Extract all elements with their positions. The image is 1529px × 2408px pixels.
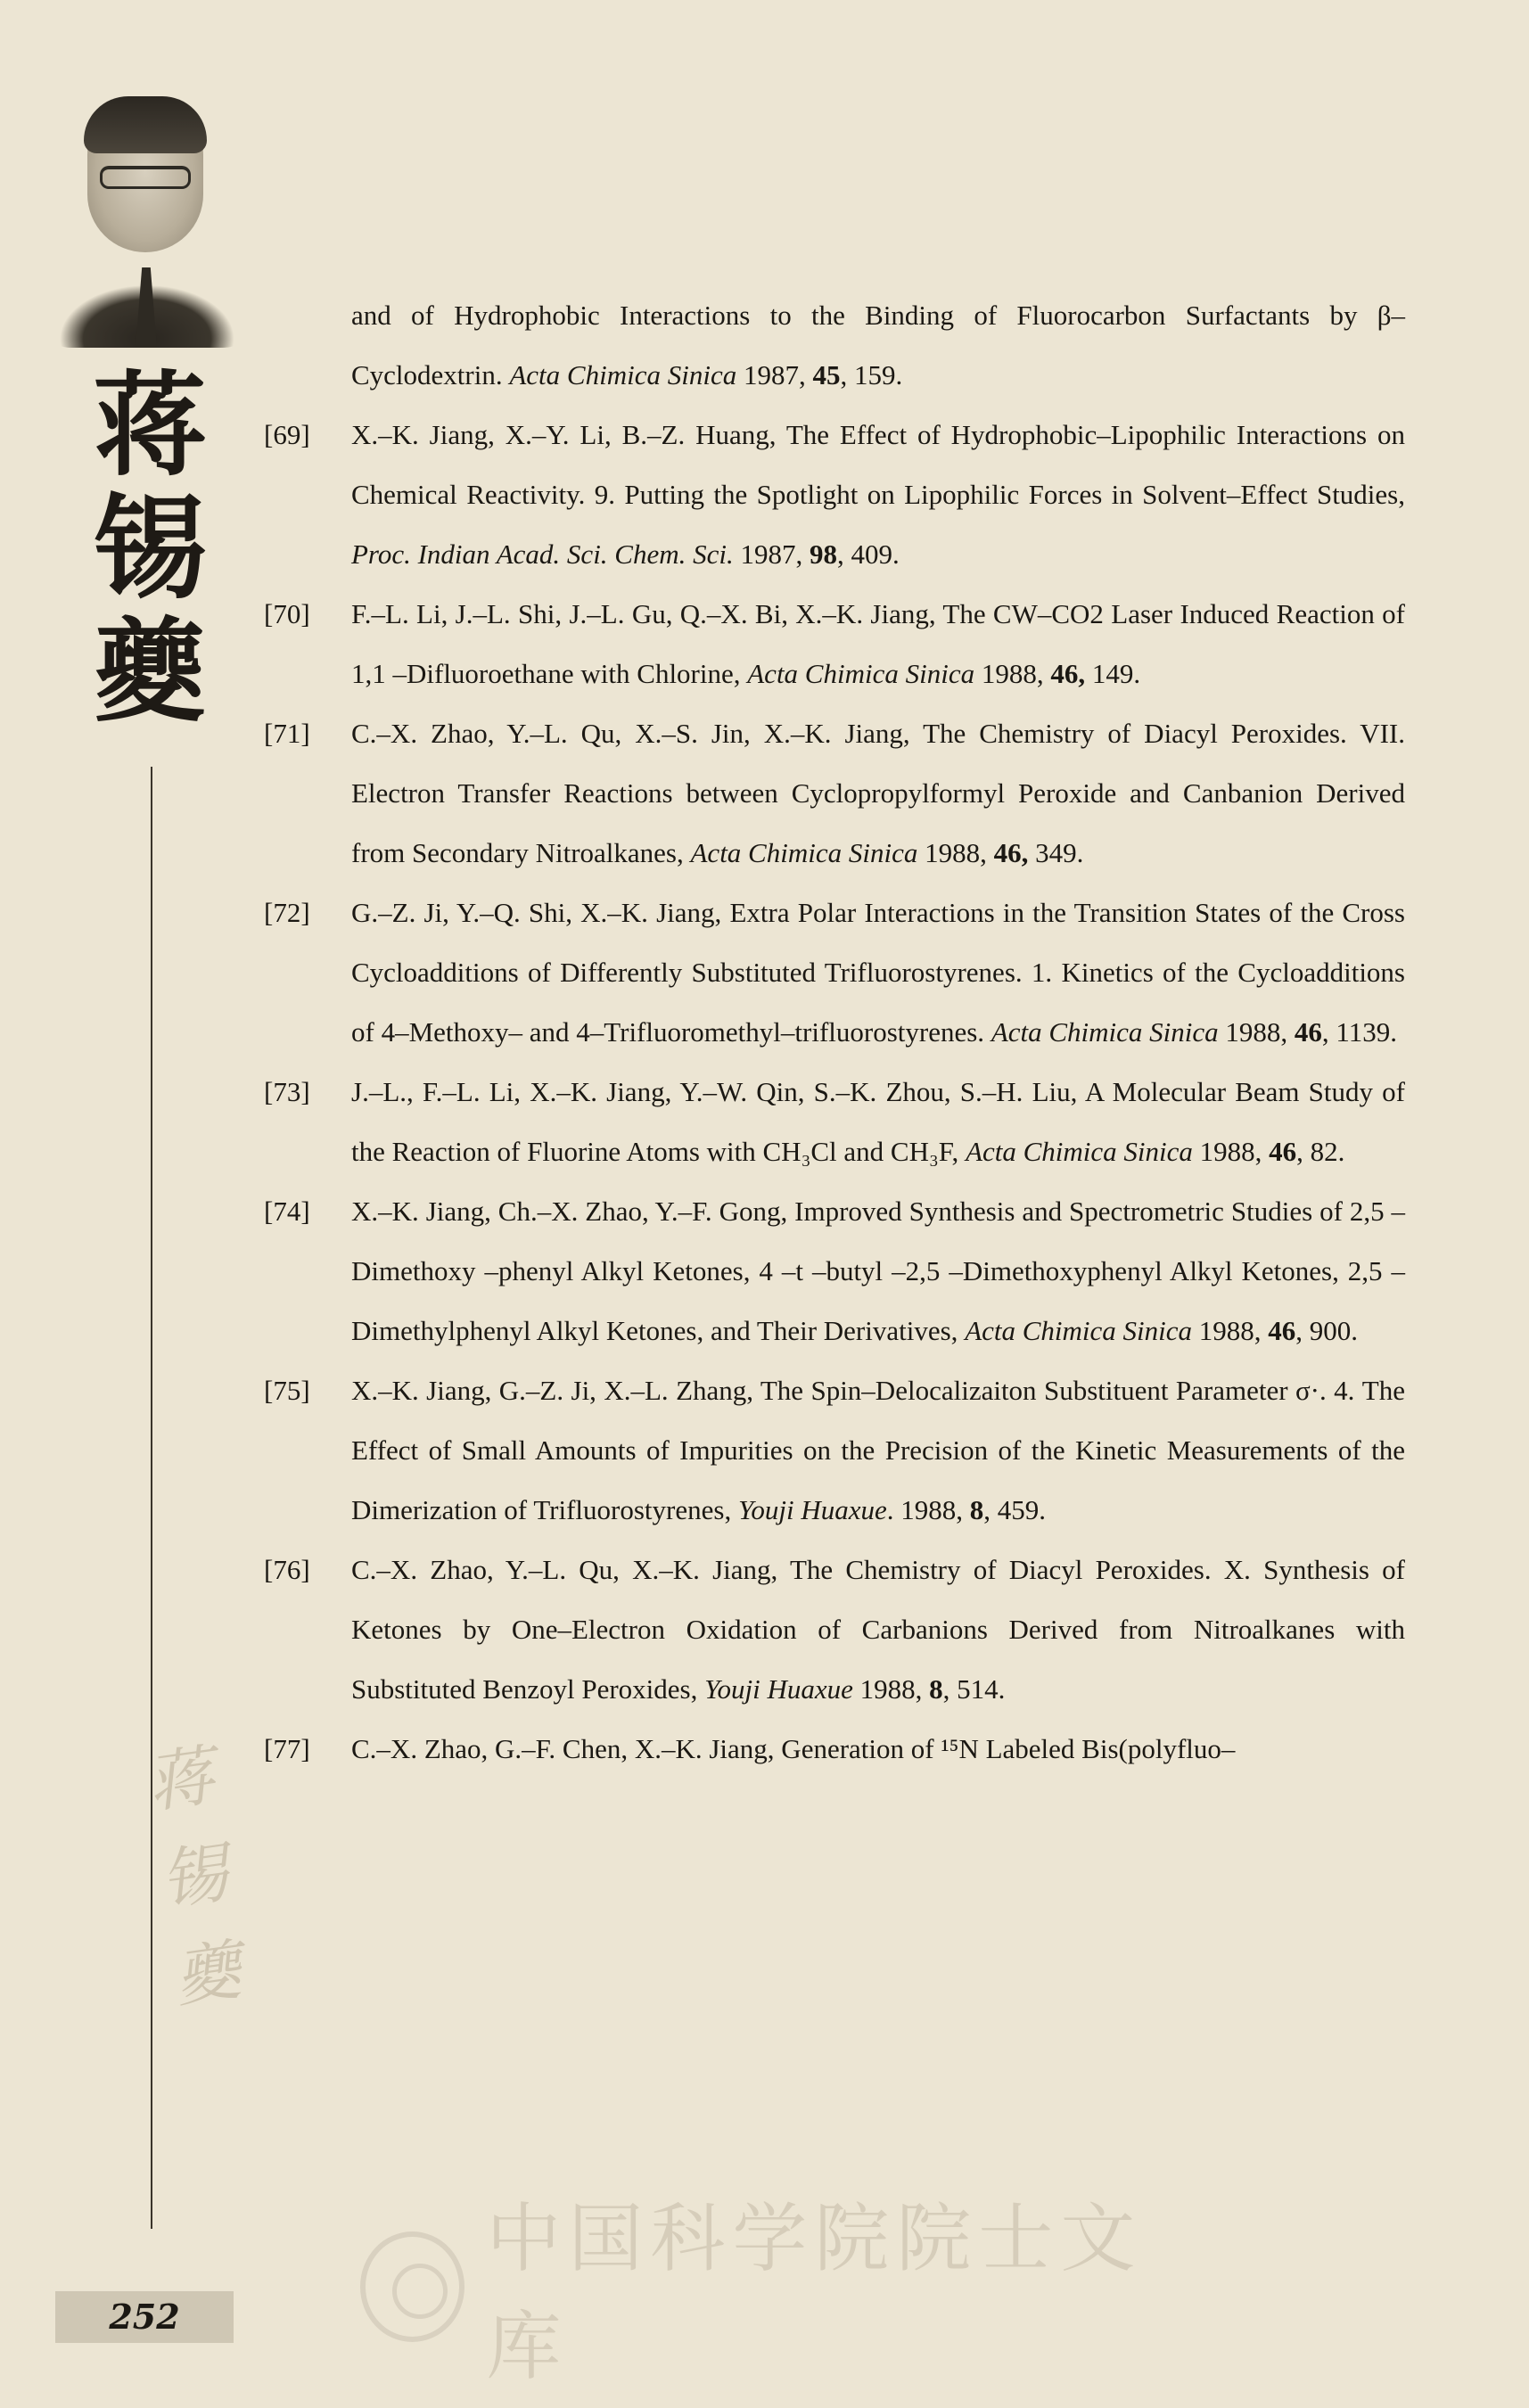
reference-number: [77] — [264, 1733, 310, 1764]
page-number: 252 — [109, 2297, 180, 2337]
reference-69: [69] X.–K. Jiang, X.–Y. Li, B.–Z. Huang, The Effect of Hydrophobic–Lipophilic Interactions on Chemical Reactivity. 9. Putting the Spotlight on Lipophilic Forces in Solvent–Effect Studies, Proc. Indian Acad. Sci. Chem. Sci. 1987, 98, 409. — [264, 405, 1405, 584]
volume-number: 45 — [812, 359, 841, 390]
volume-number: 46, — [993, 837, 1029, 868]
author-signature: 蒋锡夔 — [142, 1737, 246, 2018]
reference-number: [69] — [264, 419, 310, 450]
volume-number: 46 — [1268, 1315, 1296, 1346]
volume-number: 8 — [929, 1673, 943, 1705]
reference-77: [77] C.–X. Zhao, G.–F. Chen, X.–K. Jiang, Generation of ¹⁵N Labeled Bis(polyfluo– — [264, 1719, 1405, 1779]
author-name-char-1: 蒋 — [94, 359, 206, 491]
reference-70: [70] F.–L. Li, J.–L. Shi, J.–L. Gu, Q.–X. Bi, X.–K. Jiang, The CW–CO2 Laser Induced Reaction of 1,1 –Difluoroethane with Chlorine, Acta Chimica Sinica 1988, 46, 149. — [264, 584, 1405, 703]
reference-76: [76] C.–X. Zhao, Y.–L. Qu, X.–K. Jiang, The Chemistry of Diacyl Peroxides. X. Synthesis of Ketones by One–Electron Oxidation of Carbanions Derived from Nitroalkanes with Substituted Benzoyl Peroxides, Youji Huaxue 1988, 8, 514. — [264, 1540, 1405, 1719]
reference-continuation: and of Hydrophobic Interactions to the Binding of Fluorocarbon Surfactants by β–Cyclodextrin. Acta Chimica Sinica 1987, 45, 159. — [351, 300, 1405, 390]
reference-number: [73] — [264, 1076, 310, 1107]
journal-title: Acta Chimica Sinica — [965, 1315, 1193, 1346]
reference-number: [70] — [264, 598, 310, 629]
volume-number: 46 — [1269, 1136, 1297, 1167]
journal-title: Acta Chimica Sinica — [991, 1016, 1219, 1048]
reference-73: [73] J.–L., F.–L. Li, X.–K. Jiang, Y.–W. Qin, S.–K. Zhou, S.–H. Liu, A Molecular Beam Study of the Reaction of Fluorine Atoms with CH₃Cl and CH₃F, Acta Chimica Sinica 1988, 46, 82. — [264, 1062, 1405, 1181]
reference-71: [71] C.–X. Zhao, Y.–L. Qu, X.–S. Jin, X.–K. Jiang, The Chemistry of Diacyl Peroxides. VII. Electron Transfer Reactions between Cyclopropylformyl Peroxide and Canbanion Derived from Secondary Nitroalkanes, Acta Chimica Sinica 1988, 46, 349. — [264, 703, 1405, 883]
author-name-char-3: 夔 — [94, 605, 206, 737]
library-watermark — [360, 2195, 1180, 2390]
author-name-char-2: 锡 — [94, 482, 206, 614]
reference-72: [72] G.–Z. Ji, Y.–Q. Shi, X.–K. Jiang, Extra Polar Interactions in the Transition States of the Cross Cycloadditions of Differently Substituted Trifluorostyrenes. 1. Kinetics of the Cycloadditions of 4–Methoxy– and 4–Trifluoromethyl–trifluorostyrenes. Acta Chimica Sinica 1988, 46, 1139. — [264, 883, 1405, 1062]
margin-rule — [151, 767, 152, 2229]
journal-title: Acta Chimica Sinica — [966, 1136, 1193, 1167]
author-portrait — [36, 80, 259, 348]
page-number-tab — [55, 2291, 234, 2343]
reference-75: [75] X.–K. Jiang, G.–Z. Ji, X.–L. Zhang, The Spin–Delocalizaiton Substituent Parameter σ·. 4. The Effect of Small Amounts of Impurities on the Precision of the Kinetic Measurements of the Dimerization of Trifluorostyrenes, Youji Huaxue. 1988, 8, 459. — [264, 1360, 1405, 1540]
volume-number: 46, — [1050, 658, 1086, 689]
journal-title: Proc. Indian Acad. Sci. Chem. Sci. — [351, 538, 734, 570]
reference-number: [76] — [264, 1554, 310, 1585]
reference-number: [72] — [264, 897, 310, 928]
volume-number: 46 — [1294, 1016, 1322, 1048]
journal-title: Youji Huaxue — [704, 1673, 853, 1705]
portrait-tie — [136, 267, 157, 348]
portrait-glasses — [100, 166, 191, 189]
reference-number: [74] — [264, 1196, 310, 1227]
reference-74: [74] X.–K. Jiang, Ch.–X. Zhao, Y.–F. Gong, Improved Synthesis and Spectrometric Studies of 2,5 –Dimethoxy –phenyl Alkyl Ketones, 4 –t –butyl –2,5 –Dimethoxyphenyl Alkyl Ketones, 2,5 –Dimethylphenyl Alkyl Ketones, and Their Derivatives, Acta Chimica Sinica 1988, 46, 900. — [264, 1181, 1405, 1360]
reference-list — [264, 285, 1405, 1779]
journal-title: Youji Huaxue — [737, 1494, 887, 1525]
journal-title: Acta Chimica Sinica — [747, 658, 975, 689]
reference-number: [75] — [264, 1375, 310, 1406]
author-name-vertical — [87, 359, 212, 737]
volume-number: 98 — [810, 538, 837, 570]
portrait-hair — [84, 96, 207, 153]
journal-title: Acta Chimica Sinica — [509, 359, 737, 390]
watermark-text: 中国科学院院士文库 — [486, 2195, 1143, 2390]
volume-number: 8 — [969, 1494, 984, 1525]
journal-title: Acta Chimica Sinica — [690, 837, 918, 868]
reference-number: [71] — [264, 718, 310, 749]
watermark-emblem-icon — [360, 2231, 464, 2342]
